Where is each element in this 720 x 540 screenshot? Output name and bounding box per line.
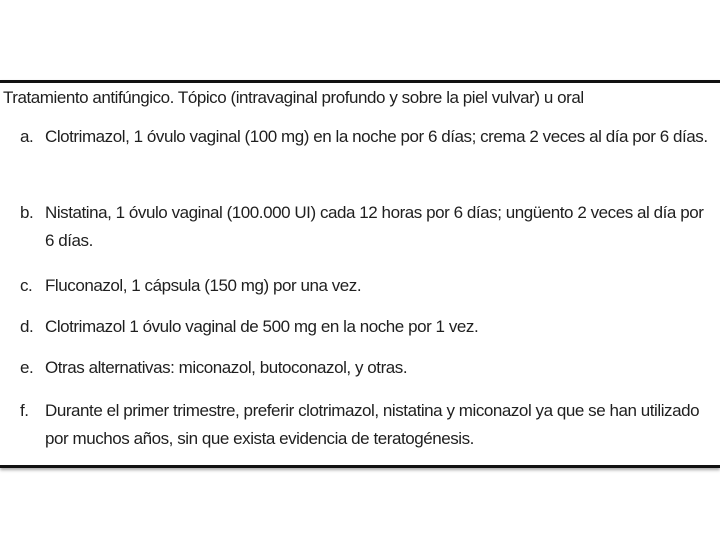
list-item-text: Clotrimazol 1 óvulo vaginal de 500 mg en la noche por 1 vez. [45,317,479,336]
list-marker: d. [20,317,34,336]
treatment-box [0,80,720,468]
list-item-text: Clotrimazol, 1 óvulo vaginal (100 mg) en la noche por 6 días; crema 2 veces al día por 6 días. [45,127,708,146]
list-marker: f. [20,401,29,420]
list-item-text: Durante el primer trimestre, preferir clotrimazol, nistatina y miconazol ya que se han utilizado por muchos años, sin que exista evidencia de teratogénesis. [45,401,700,448]
treatment-heading: Tratamiento antifúngico. Tópico (intravaginal profundo y sobre la piel vulvar) u oral [3,88,584,107]
list-item-text: Otras alternativas: miconazol, butoconazol, y otras. [45,358,408,377]
list-item-text: Fluconazol, 1 cápsula (150 mg) por una vez. [45,276,362,295]
list-marker: a. [20,127,34,146]
list-marker: e. [20,358,34,377]
list-marker: c. [20,276,33,295]
list-marker: b. [20,203,34,222]
list-item-text: Nistatina, 1 óvulo vaginal (100.000 UI) cada 12 horas por 6 días; ungüento 2 veces al día por 6 días. [45,203,704,250]
